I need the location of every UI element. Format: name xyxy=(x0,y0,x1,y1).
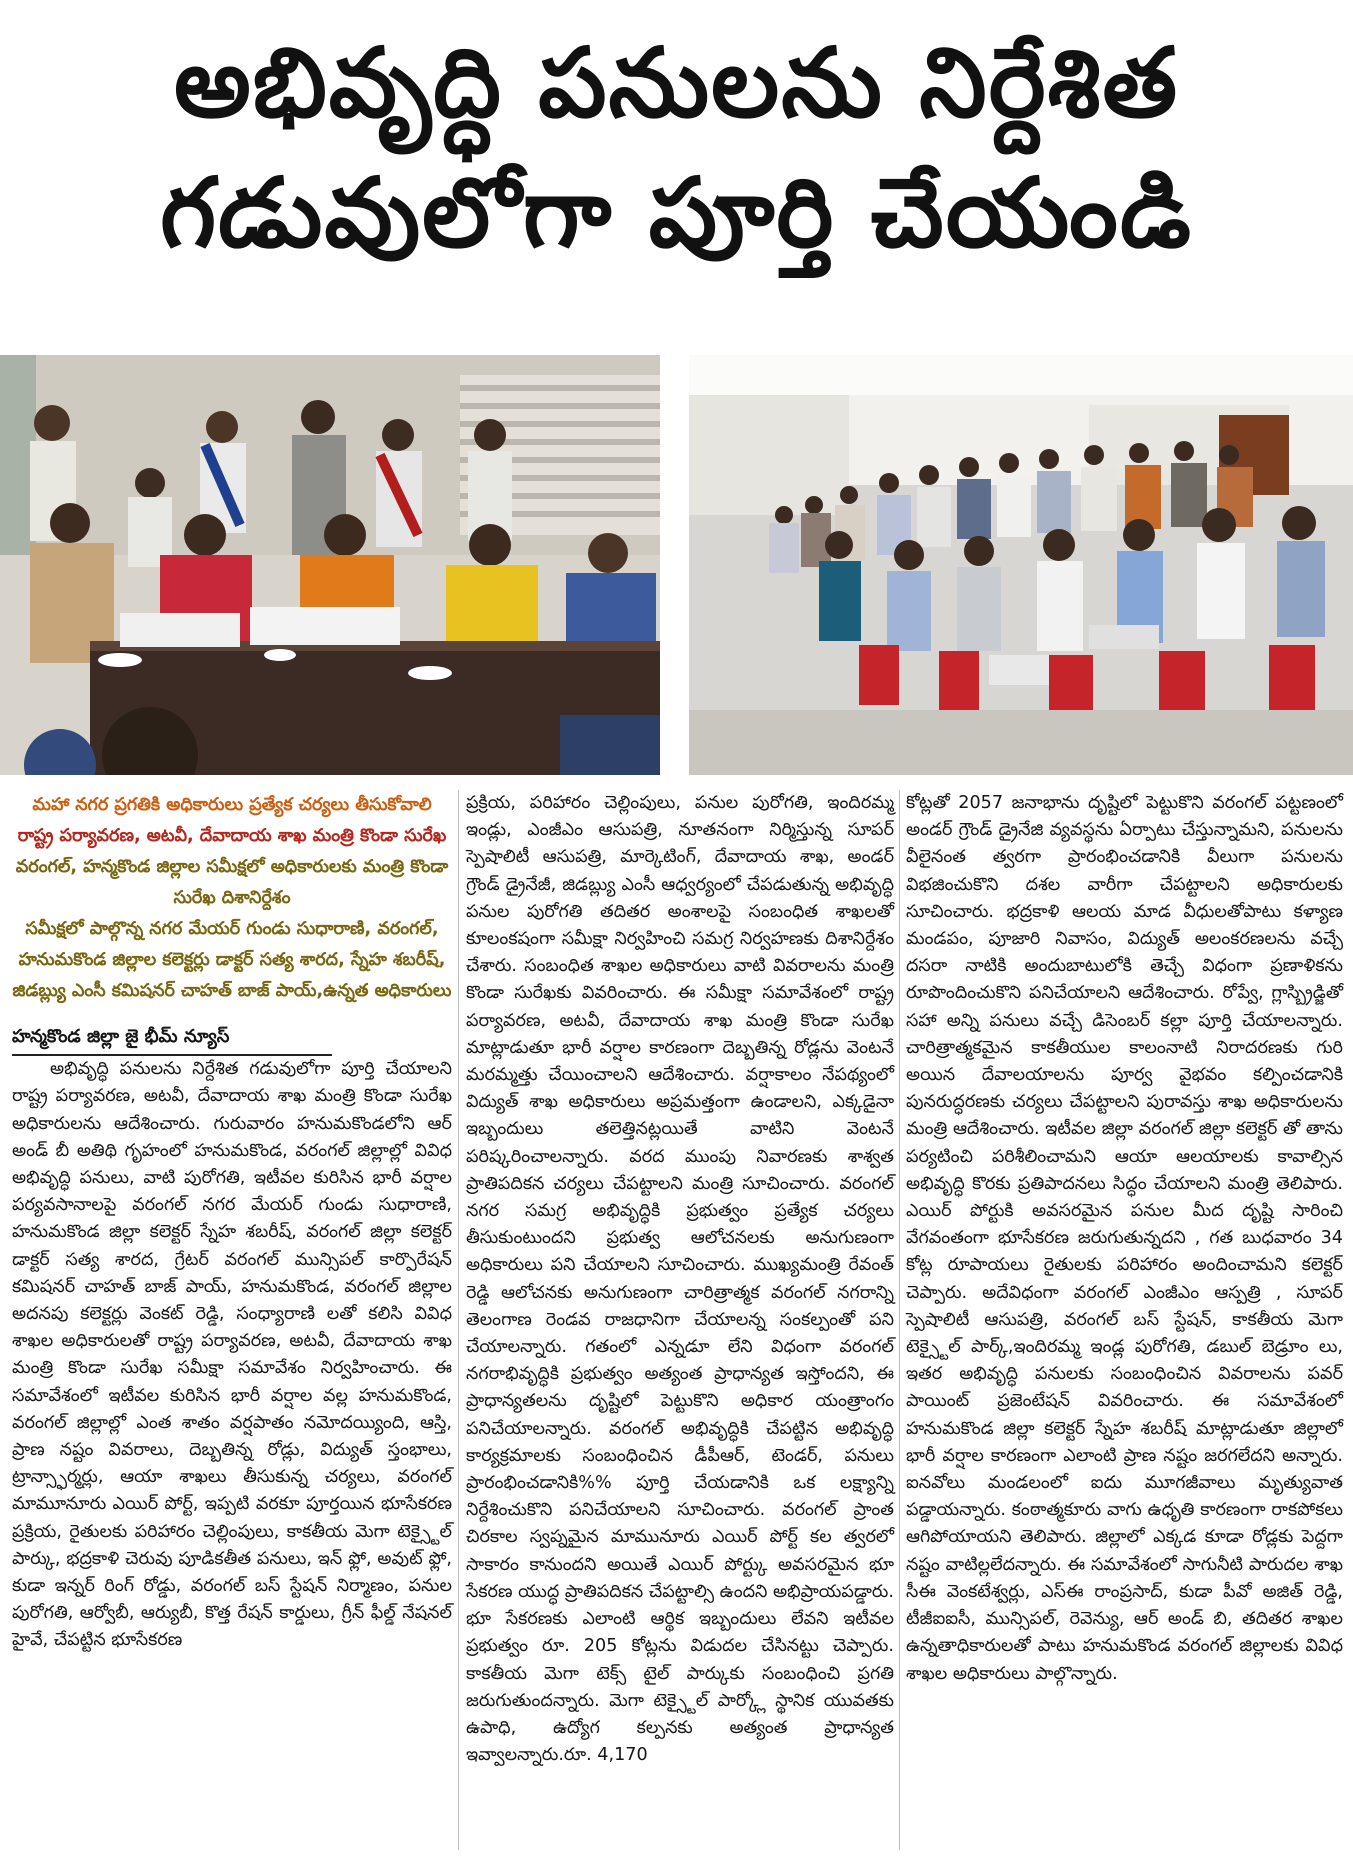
column-divider xyxy=(899,790,900,1850)
body-paragraph-3: కోట్లతో 2057 జనాభాను దృష్టిలో పెట్టుకొని వరంగల్ పట్టణంలో అండర్ గ్రౌండ్ డ్రైనేజి వ్యవస్థను ఏర్పాటు చేస్తున్నామని, పనులను వీలైనంత త్వరగా ప్రారంభించడానికి వీలుగా పనులను విభజించుకొని దశల వారీగా చేపట్టాలని అధికారులకు సూచించారు. భద్రకాళి ఆలయ మాడ వీధులతోపాటు కళ్యాణ మండపం, పూజారి నివాసం, విద్యుత్ అలంకరణలను వచ్చే దసరా నాటికి అందుబాటులోకి తెచ్చే విధంగా ప్రణాళికను రూపొందించుకొని పనిచేయాలని ఆదేశించారు. రోప్వే, గ్లాస్బ్రిడ్జితో సహా అన్ని పనులు వచ్చే డిసెంబర్ కల్లా పూర్తి చేయాలన్నారు. చారిత్రాత్మకమైన కాకతీయుల కాలంనాటి నిరాదరణకు గురి అయిన దేవాలయాలను పూర్వ వైభవం కల్పించడానికి పునరుద్ధరణకు చర్యలు చేపట్టాలని పురావస్తు శాఖ అధికారులను మంత్రి ఆదేశించారు. ఇటీవల జిల్లా వరంగల్ జిల్లా కలెక్టర్ తో తాను పర్యటించి పరిశీలించామని ఆయా ఆలయాలకు కావాల్సిన అభివృద్ధి కొరకు ప్రతిపాదనలు సిద్ధం చేయాలని మంత్రి తెలిపారు. ఎయిర్ పోర్టుకి అవసరమైన పనుల మీద దృష్టి సారించి వేగవంతంగా భూసేకరణ జరుగుతున్నదని , గత బుధవారం 34 కోట్ల రూపాయలు రైతులకు పరిహారం అందించామని కలెక్టర్ చెప్పారు. అదేవిధంగా వరంగల్ ఎంజీఎం ఆస్పత్రి , సూపర్ స్పెషాలిటీ ఆసుపత్రి, వరంగల్ బస్ స్టేషన్, కాకతీయ మెగా టెక్స్టైల్ పార్క్,ఇందిరమ్మ ఇండ్ల పురోగతి, డబుల్ బెడ్రూం లు, ఇతర అభివృద్ధి పనులకు సంబంధించిన వివరాలను పవర్ పాయింట్ ప్రజెంటేషన్ వివరించారు. ఈ సమావేశంలో హనుమకొండ జిల్లా కలెక్టర్ స్నేహ శబరీష్ మాట్లాడుతూ జిల్లాలో భారీ వర్షాల కారణంగా ఎలాంటి ప్రాణ నష్టం జరగలేదని అన్నారు. ఐనవోలు మండలంలో ఐదు మూగజీవాలు మృత్యువాత పడ్డాయన్నారు. కంఠాత్మకూరు వాగు ఉధృతి కారణంగా రాకపోకలు ఆగిపోయాయని తెలిపారు. జిల్లాలో ఎక్కడ కూడా రోడ్లకు పెద్దగా నష్టం వాటిల్లలేదన్నారు. ఈ సమావేశంలో సాగునీటి పారుదల శాఖ సీఈ వెంకటేశ్వర్లు, ఎస్ఈ రాంప్రసాద్, కుడా పీవో అజిత్ రెడ్డి, టీజీఐఐసీ, మున్సిపల్, రెవెన్యు, ఆర్ అండ్ బి, తదితర శాఖల ఉన్నతాధికారులతో పాటు హనుమకొండ వరంగల్ జిల్లాలకు వివిధ శాఖల అధికారులు పాల్గొన్నారు. xyxy=(906,793,1343,1684)
body-paragraph-1: అభివృద్ధి పనులను నిర్దేశిత గడువులోగా పూర్తి చేయాలని రాష్ట్ర పర్యావరణ, అటవీ, దేవాదాయ శాఖ మంత్రి కొండా సురేఖ అధికారులను ఆదేశించారు. గురువారం హనుమకొండలోని ఆర్ అండ్ బీ అతిథి గృహంలో హనుమకొండ, వరంగల్ జిల్లాల్లో వివిధ అభివృద్ధి పనులు, వాటి పురోగతి, ఇటీవల కురిసిన భారీ వర్షాల పర్యవసానాలపై వరంగల్ నగర మేయర్ గుండు సుధారాణి, హనుమకొండ జిల్లా కలెక్టర్ స్నేహ శబరీష్, వరంగల్ జిల్లా కలెక్టర్ డాక్టర్ సత్య శారద, గ్రేటర్ వరంగల్ మున్సిపల్ కార్పొరేషన్ కమిషనర్ చాహత్ బాజ్ పాయ్, హనుమకొండ, వరంగల్ జిల్లాల అదనపు కలెక్టర్లు వెంకట్ రెడ్డి, సంధ్యారాణి లతో కలిసి వివిధ శాఖల అధికారులతో రాష్ట్ర పర్యావరణ, అటవీ, దేవాదాయ శాఖ మంత్రి కొండా సురేఖ సమీక్షా సమావేశం నిర్వహించారు. ఈ సమావేశంలో ఇటీవల కురిసిన భారీ వర్షాల వల్ల హనుమకొండ, వరంగల్ జిల్లాల్లో ఎంత శాతం వర్షపాతం నమోదయ్యింది, ఆస్తి, ప్రాణ నష్టం వివరాలు, దెబ్బతిన్న రోడ్లు, విద్యుత్ స్తంభాలు, ట్రాన్స్ఫార్మర్లు, ఆయా శాఖలు తీసుకున్న చర్యలు, వరంగల్ మామూనూరు ఎయిర్ పోర్ట్, ఇప్పటి వరకూ పూర్తయిన భూసేకరణ ప్రక్రియ, రైతులకు పరిహారం చెల్లింపులు, కాకతీయ మెగా టెక్స్టైల్ పార్కు, భద్రకాళి చెరువు పూడికతీత పనులు, ఇన్ ఫ్లో, అవుట్ ఫ్లో, కుడా ఇన్నర్ రింగ్ రోడ్డు, వరంగల్ బస్ స్టేషన్ నిర్మాణం, పనుల పురోగతి, ఆర్వోబీ, ఆర్యుబీ, కొత్త రేషన్ కార్డులు, గ్రీన్ ఫీల్డ్ నేషనల్ హైవే, చేపట్టిన భూసేకరణ xyxy=(12,1059,452,1651)
subhead-1: మహా నగర ప్రగతికి అధికారులు ప్రత్యేక చర్యలు తీసుకోవాలి xyxy=(32,795,432,815)
photo-audience xyxy=(689,355,1353,775)
subhead-3: వరంగల్, హన్మకొండ జిల్లాల సమీక్షలో అధికారులకు మంత్రి కొండా సురేఖ దిశానిర్దేశం xyxy=(15,857,449,908)
headline-line-2: గడువులోగా పూర్తి చేయండి xyxy=(160,157,1193,269)
photo-meeting-table xyxy=(0,355,660,775)
column-3 xyxy=(906,790,1343,1688)
column-1 xyxy=(12,790,452,1655)
column-2 xyxy=(466,790,894,1769)
body-paragraph-2: ప్రక్రియ, పరిహారం చెల్లింపులు, పనుల పురోగతి, ఇందిరమ్మ ఇండ్లు, ఎంజీఎం ఆసుపత్రి, నూతనంగా నిర్మిస్తున్న సూపర్ స్పెషాలిటీ ఆసుపత్రి, మార్కెటింగ్, దేవాదాయ శాఖ, అండర్ గ్రౌండ్ డ్రైనేజీ, జిడబ్ల్యు ఎంసీ ఆధ్వర్యంలో చేపడుతున్న అభివృద్ధి పనుల పురోగతి తదితర అంశాలపై సంబంధిత శాఖలతో కూలంకషంగా సమీక్షా నిర్వహించి సమగ్ర నిర్వహణకు దిశానిర్దేశం చేశారు. సంబంధిత శాఖల అధికారులు వాటి వివరాలను మంత్రి కొండా సురేఖకు వివరించారు. ఈ సమీక్షా సమావేశంలో రాష్ట్ర పర్యావరణ, అటవీ, దేవాదాయ శాఖ మంత్రి కొండా సురేఖ మాట్లాడుతూ భారీ వర్షాల కారణంగా దెబ్బతిన్న రోడ్లను వెంటనే మరమ్మత్తు చేయించాలని ఆదేశించారు. వర్షాకాలం నేపథ్యంలో విద్యుత్ శాఖ అధికారులు అప్రమత్తంగా ఉండాలని, ఎక్కడైనా ఇబ్బందులు తలెత్తినట్లయితే వాటిని వెంటనే పరిష్కరించాలన్నారు. వరద ముంపు నివారణకు శాశ్వత ప్రాతిపదికన చర్యలు చేపట్టాలని మంత్రి సూచించారు. వరంగల్ నగర సమగ్ర అభివృద్ధికి ప్రభుత్వం ప్రత్యేక చర్యలు తీసుకుంటుందని ప్రభుత్వ ఆలోచనలకు అనుగుణంగా అధికారులు పని చేయాలని సూచించారు. ముఖ్యమంత్రి రేవంత్ రెడ్డి ఆలోచనకు అనుగుణంగా చారిత్రాత్మక వరంగల్ నగరాన్ని తెలంగాణ రెండవ రాజధానిగా చేయాలన్న సంకల్పంతో పని చేయాలన్నారు. గతంలో ఎన్నడూ లేని విధంగా వరంగల్ నగరాభివృద్ధికి ప్రభుత్వం అత్యంత ప్రాధాన్యత ఇస్తోందని, ఈ ప్రాధాన్యతలను దృష్టిలో పెట్టుకొని అధికార యంత్రాంగం పనిచేయాలన్నారు. వరంగల్ అభివృద్ధికి చేపట్టిన అభివృద్ధి కార్యక్రమాలకు సంబంధించిన డీపీఆర్, టెండర్, పనులు ప్రారంభించడానికి%% పూర్తి చేయడానికి ఒక లక్ష్యాన్ని నిర్దేశించుకొని పనిచేయాలని సూచించారు. వరంగల్ ప్రాంత చిరకాల స్వప్నమైన మామునూరు ఎయిర్ పోర్ట్ కల త్వరలో సాకారం కానుందని అయితే ఎయిర్ పోర్ట్కు అవసరమైన భూ సేకరణ యుద్ధ ప్రాతిపదికన చేపట్టాల్సి ఉందని అభిప్రాయపడ్డారు. భూ సేకరణకు ఎలాంటి ఆర్థిక ఇబ్బందులు లేవని ఇటీవల ప్రభుత్వం రూ. 205 కోట్లను విడుదల చేసినట్టు చెప్పారు. కాకతీయ మెగా టెక్స్ టైల్ పార్కుకు సంబంధించి ప్రగతి జరుగుతుందన్నారు. మెగా టెక్స్టైల్ పార్క్లో స్థానిక యువతకు ఉపాధి, ఉద్యోగ కల్పనకు అత్యంత ప్రాధాన్యత ఇవ్వాలన్నారు.రూ. 4,170 xyxy=(466,793,894,1766)
headline-line-1: అభివృద్ధి పనులను నిర్దేశిత xyxy=(173,27,1180,139)
headline xyxy=(0,18,1353,278)
subhead-2: రాష్ట్ర పర్యావరణ, అటవీ, దేవాదాయ శాఖ మంత్రి కొండా సురేఖ xyxy=(17,826,447,846)
column-divider xyxy=(458,790,459,1850)
byline: హన్మకొండ జిల్లా జై భీమ్ న్యూస్ xyxy=(12,1023,332,1056)
subhead-4: సమీక్షలో పాల్గొన్న నగర మేయర్ గుండు సుధారాణి, వరంగల్, హనుమకొండ జిల్లాల కలెక్టర్లు డాక్టర్ సత్య శారద, స్నేహ శబరీష్, జిడబ్ల్యు ఎంసీ కమిషనర్ చాహత్ బాజ్ పాయ్,ఉన్నత అధికారులు xyxy=(12,919,452,1001)
